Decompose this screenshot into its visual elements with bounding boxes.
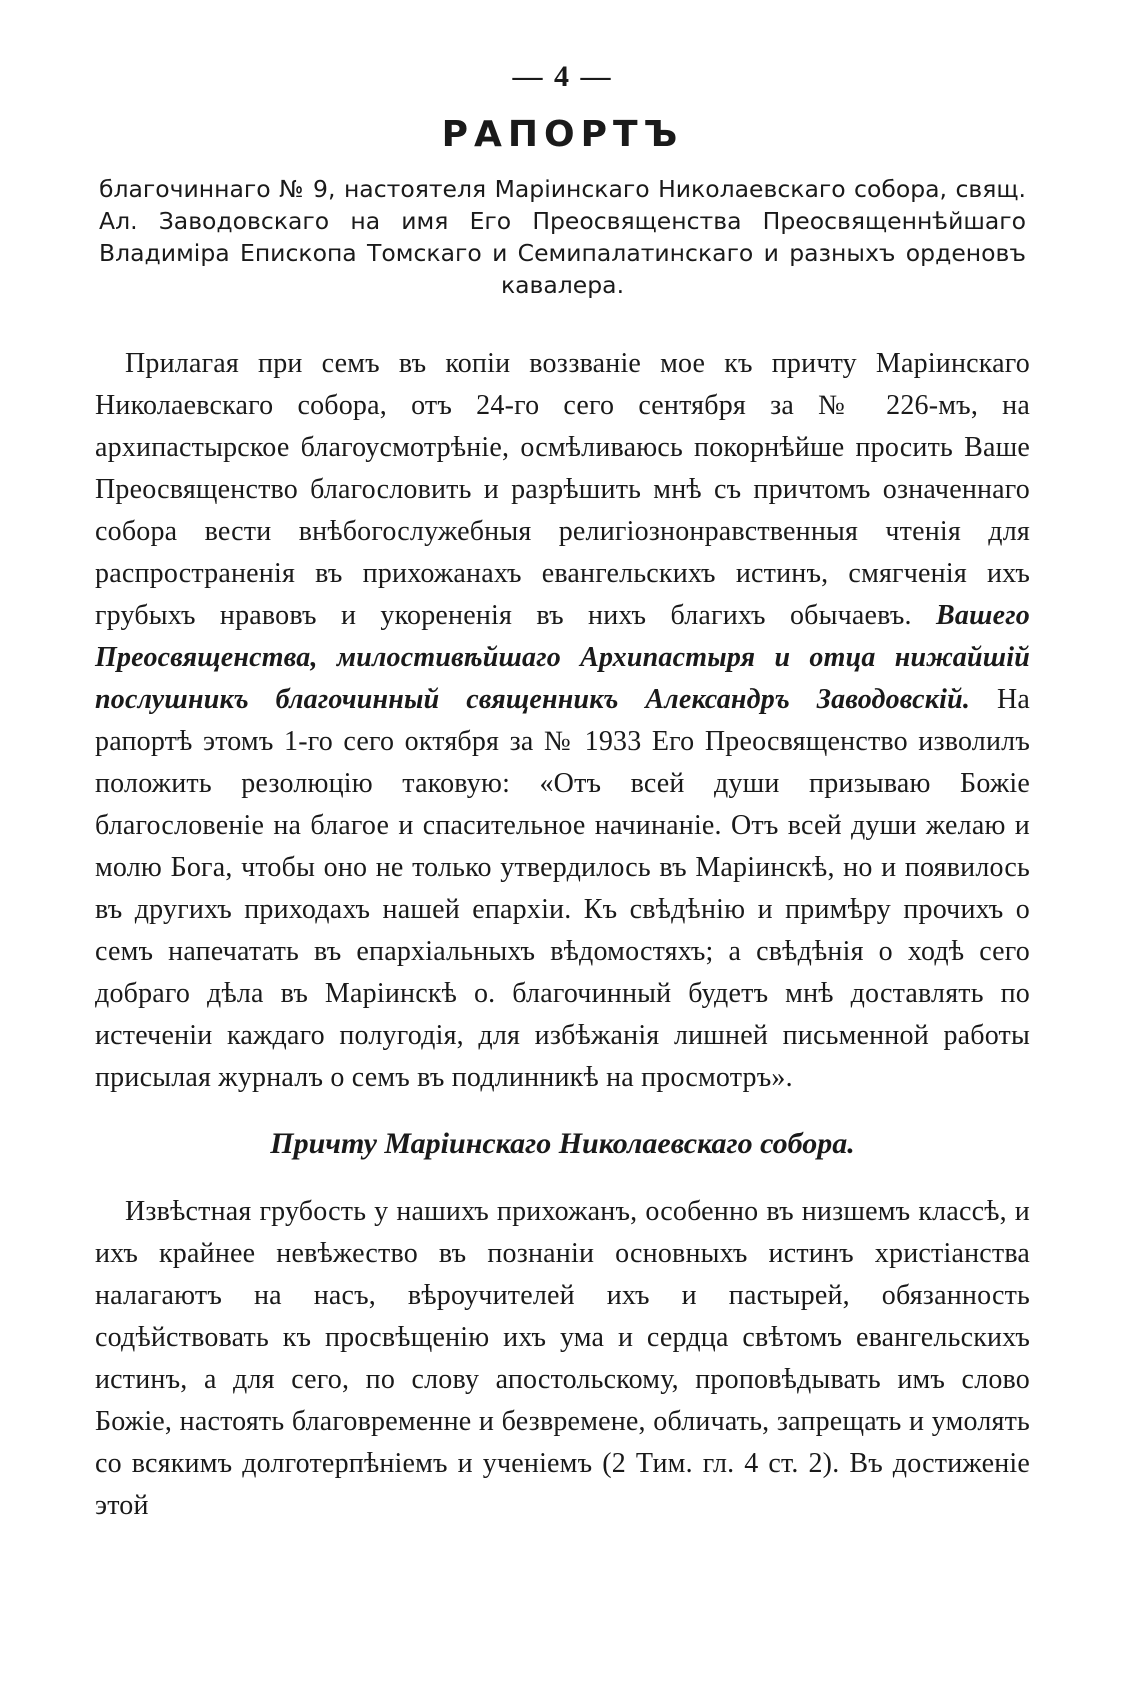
report-text-before: Прилагая при семъ въ копіи воззваніе мое къ причту Маріинскаго Николаевскаго собора, отъ 24-го сего сентября за № 226-мъ, на архипастырское благоусмотрѣніе, осмѣливаюсь покорнѣйше просить Ваше Преосвященство благословить и разрѣшить мнѣ съ причтомъ означеннаго собора вести внѣбогослужебныя религіознонравственныя чтенія для распространенія въ прихожанахъ евангельскихъ истинъ, смягченія ихъ грубыхъ нравовъ и укорененія въ нихъ благихъ обычаевъ.: [95, 348, 1030, 631]
section-heading: Причту Маріинскаго Николаевскаго собора.: [270, 1127, 855, 1160]
report-signature: Вашего Преосвященства, милостивѣйшаго Архипастыря и отца нижайшій послушникъ благочинный священникъ Александръ Заводовскій.: [95, 600, 1030, 715]
appeal-paragraph: Извѣстная грубость у нашихъ прихожанъ, особенно въ низшемъ классѣ, и ихъ крайнее невѣжество въ познаніи основныхъ истинъ христіанства налагаютъ на насъ, вѣроучителей ихъ и пастырей, обязанность содѣйствовать къ просвѣщенію ихъ ума и сердца свѣтомъ евангельскихъ истинъ, а для сего, по слову апостольскому, проповѣдывать имъ слово Божіе, настоять благовременне и безвремене, обличать, запрещать и умолять со всякимъ долготерпѣніемъ и ученіемъ (2 Тим. гл. 4 ст. 2). Въ достиженіе этой: [95, 1196, 1030, 1521]
page-number: — 4 —: [512, 60, 613, 93]
document-page: [95, 60, 1030, 1527]
report-paragraph: [95, 343, 1030, 1099]
document-subtitle: благочиннаго № 9, настоятеля Маріинскаго Николаевскаго собора, свящ. Ал. Заводовскаго на имя Его Преосвященства Преосвященнѣйшаго Владиміра Епископа Томскаго и Семипалатинскаго и разныхъ орденовъ кавалера.: [99, 175, 1026, 299]
report-text-after: На рапортѣ этомъ 1-го сего октября за № 1933 Его Преосвященство изволилъ положить резолюцію таковую: «Отъ всей души призываю Божіе благословеніе на благое и спасительное начинаніе. Отъ всей души желаю и молю Бога, чтобы оно не только утвердилось въ Маріинскѣ, но и появилось въ другихъ приходахъ нашей епархіи. Къ свѣдѣнію и примѣру прочихъ о семъ напечатать въ епархіальныхъ вѣдомостяхъ; а свѣдѣнія о ходѣ сего добраго дѣла въ Маріинскѣ о. благочинный будетъ мнѣ доставлять по истеченіи каждаго полугодія, для избѣжанія лишней письменной работы присылая журналъ о семъ въ подлинникѣ на просмотръ».: [95, 684, 1030, 1093]
document-title: РАПОРТЪ: [441, 114, 684, 155]
